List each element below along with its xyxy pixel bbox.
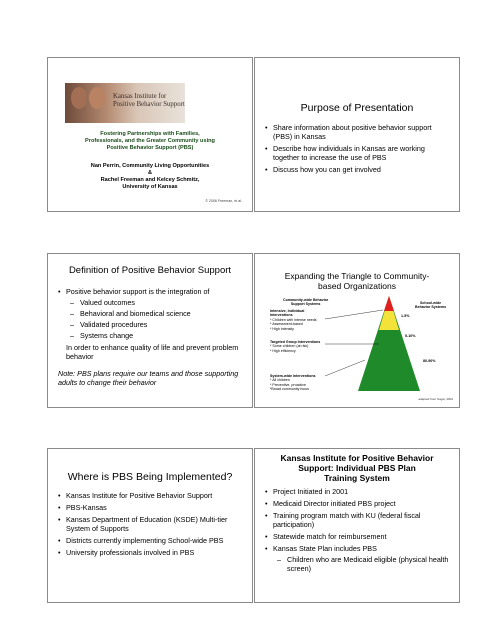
sub-item: – Valued outcomes [66,298,244,307]
title-line: based Organizations [318,281,396,291]
slide-where [47,448,253,603]
author-line: University of Kansas [122,184,178,190]
slide-kipbs [254,448,460,603]
paragraph: In order to enhance quality of life and prevent problem behavior [66,343,239,361]
subtitle-line: Professionals, and the Greater Community using [85,138,215,144]
sub-item: – Validated procedures [66,320,244,329]
block-item: * All children [270,378,290,383]
community-label [283,298,328,307]
arrow-line [325,310,383,319]
arrow-line [325,360,365,376]
slide-definition [47,253,253,408]
bullet-list [263,123,451,174]
bullet-item: • Kansas Institute for Positive Behavior Support [56,491,244,500]
subtitle [48,131,252,152]
slide-title [47,57,253,212]
bullet-list [263,487,451,573]
sub-item: – Children who are Medicaid eligible (physical health screen) [273,555,451,573]
block-item: * Assessment-based [270,322,303,327]
bullet-item: • Medicaid Director initiated PBS project [263,499,451,508]
title-line: Kansas Institute for Positive Behavior [280,453,434,463]
title-line: Expanding the Triangle to Community- [284,271,430,281]
bullet-item: • PBS-Kansas [56,503,244,512]
block-item: * High intensity [270,326,294,331]
bullet-item: • University professionals involved in PBS [56,548,244,557]
photo-face [89,87,105,109]
photo-face [71,87,87,109]
block-title: Intensive, Individual [270,309,305,313]
pct-top: 1-5% [401,314,410,318]
intensive-block [270,309,317,331]
logo-text [113,93,185,109]
logo-text-line: Positive Behavior Support [113,101,185,108]
label-line: Community-wide Behavior [283,298,329,302]
pct-bottom: 80-90% [423,359,436,363]
block-title: System-wide Interventions [270,374,316,378]
slide-title-text: Definition of Positive Behavior Support [68,265,232,276]
bullet-list [56,287,244,340]
bullet-item: • Kansas Department of Education (KSDE) Multi-tier System of Supports [56,515,244,533]
title-line: Support: Individual PBS Plan [298,463,416,473]
bullet-item: • Training program match with KU (federal fiscal participation) [263,511,451,529]
block-item: *Broad community focus [270,387,309,392]
title-line: Training System [324,473,390,483]
bullet-list [56,491,244,557]
sub-item: – Behavioral and biomedical science [66,309,244,318]
author-line: Rachel Freeman and Kelcey Schmitz, [100,177,200,183]
system-block [270,374,316,392]
slide-title-text [255,453,459,483]
slide-purpose [254,57,460,212]
sub-list [66,298,244,340]
author-line: & [147,170,153,176]
block-item: * Some children (at risk) [270,344,309,349]
school-label [415,301,446,310]
bullet-item: • Project Initiated in 2001 [263,487,451,496]
logo-text-line: Kansas Institute for [113,93,167,100]
copyright: © 2006 Freeman, et al. [205,199,242,203]
bullet-item [263,544,451,573]
bullet-item: • Statewide match for reimbursement [263,532,451,541]
logo-photo [65,83,185,123]
block-item: * Children with intense needs [270,317,317,322]
subtitle-line: Fostering Partnerships with Families, [100,131,200,137]
targeted-block [270,340,320,353]
label-line: Behavior Systems [415,305,447,310]
bullet-text: Positive behavior support is the integration of [66,287,210,296]
sub-list [273,555,451,573]
bullet-item [56,287,244,340]
block-item: * High efficiency [270,348,296,353]
bullet-item: • Districts currently implementing School-wide PBS [56,536,244,545]
label-line: Support Systems [290,302,321,307]
bullet-item: • Share information about positive behavior support (PBS) in Kansas [263,123,451,141]
sub-item: – Systems change [66,331,244,340]
slide-title-text: Where is PBS Being Implemented? [67,471,233,483]
credit: adapted from Sugai, 2002 [418,397,453,401]
bullet-text: Kansas State Plan includes PBS [273,544,377,553]
label-line: School-wide [420,301,442,305]
block-title: Targeted Group Interventions [270,340,321,344]
triangle-red-tier [384,296,394,311]
slide-title-text: Purpose of Presentation [300,102,414,114]
pct-mid: 5-10% [405,334,416,338]
slide-triangle [254,253,460,408]
subtitle-line: Positive Behavior Support (PBS) [106,145,194,151]
block-title: Interventions [270,313,293,318]
block-item: * Preventive, proactive [270,382,306,387]
bullet-item: • Discuss how you can get involved [263,165,451,174]
authors [48,163,252,191]
author-line: Nan Perrin, Community Living Opportunities [90,163,210,169]
note: Note: PBS plans require our teams and those supporting adults to change their behavior [58,369,239,387]
bullet-item: • Describe how individuals in Kansas are working together to increase the use of PBS [263,144,451,162]
